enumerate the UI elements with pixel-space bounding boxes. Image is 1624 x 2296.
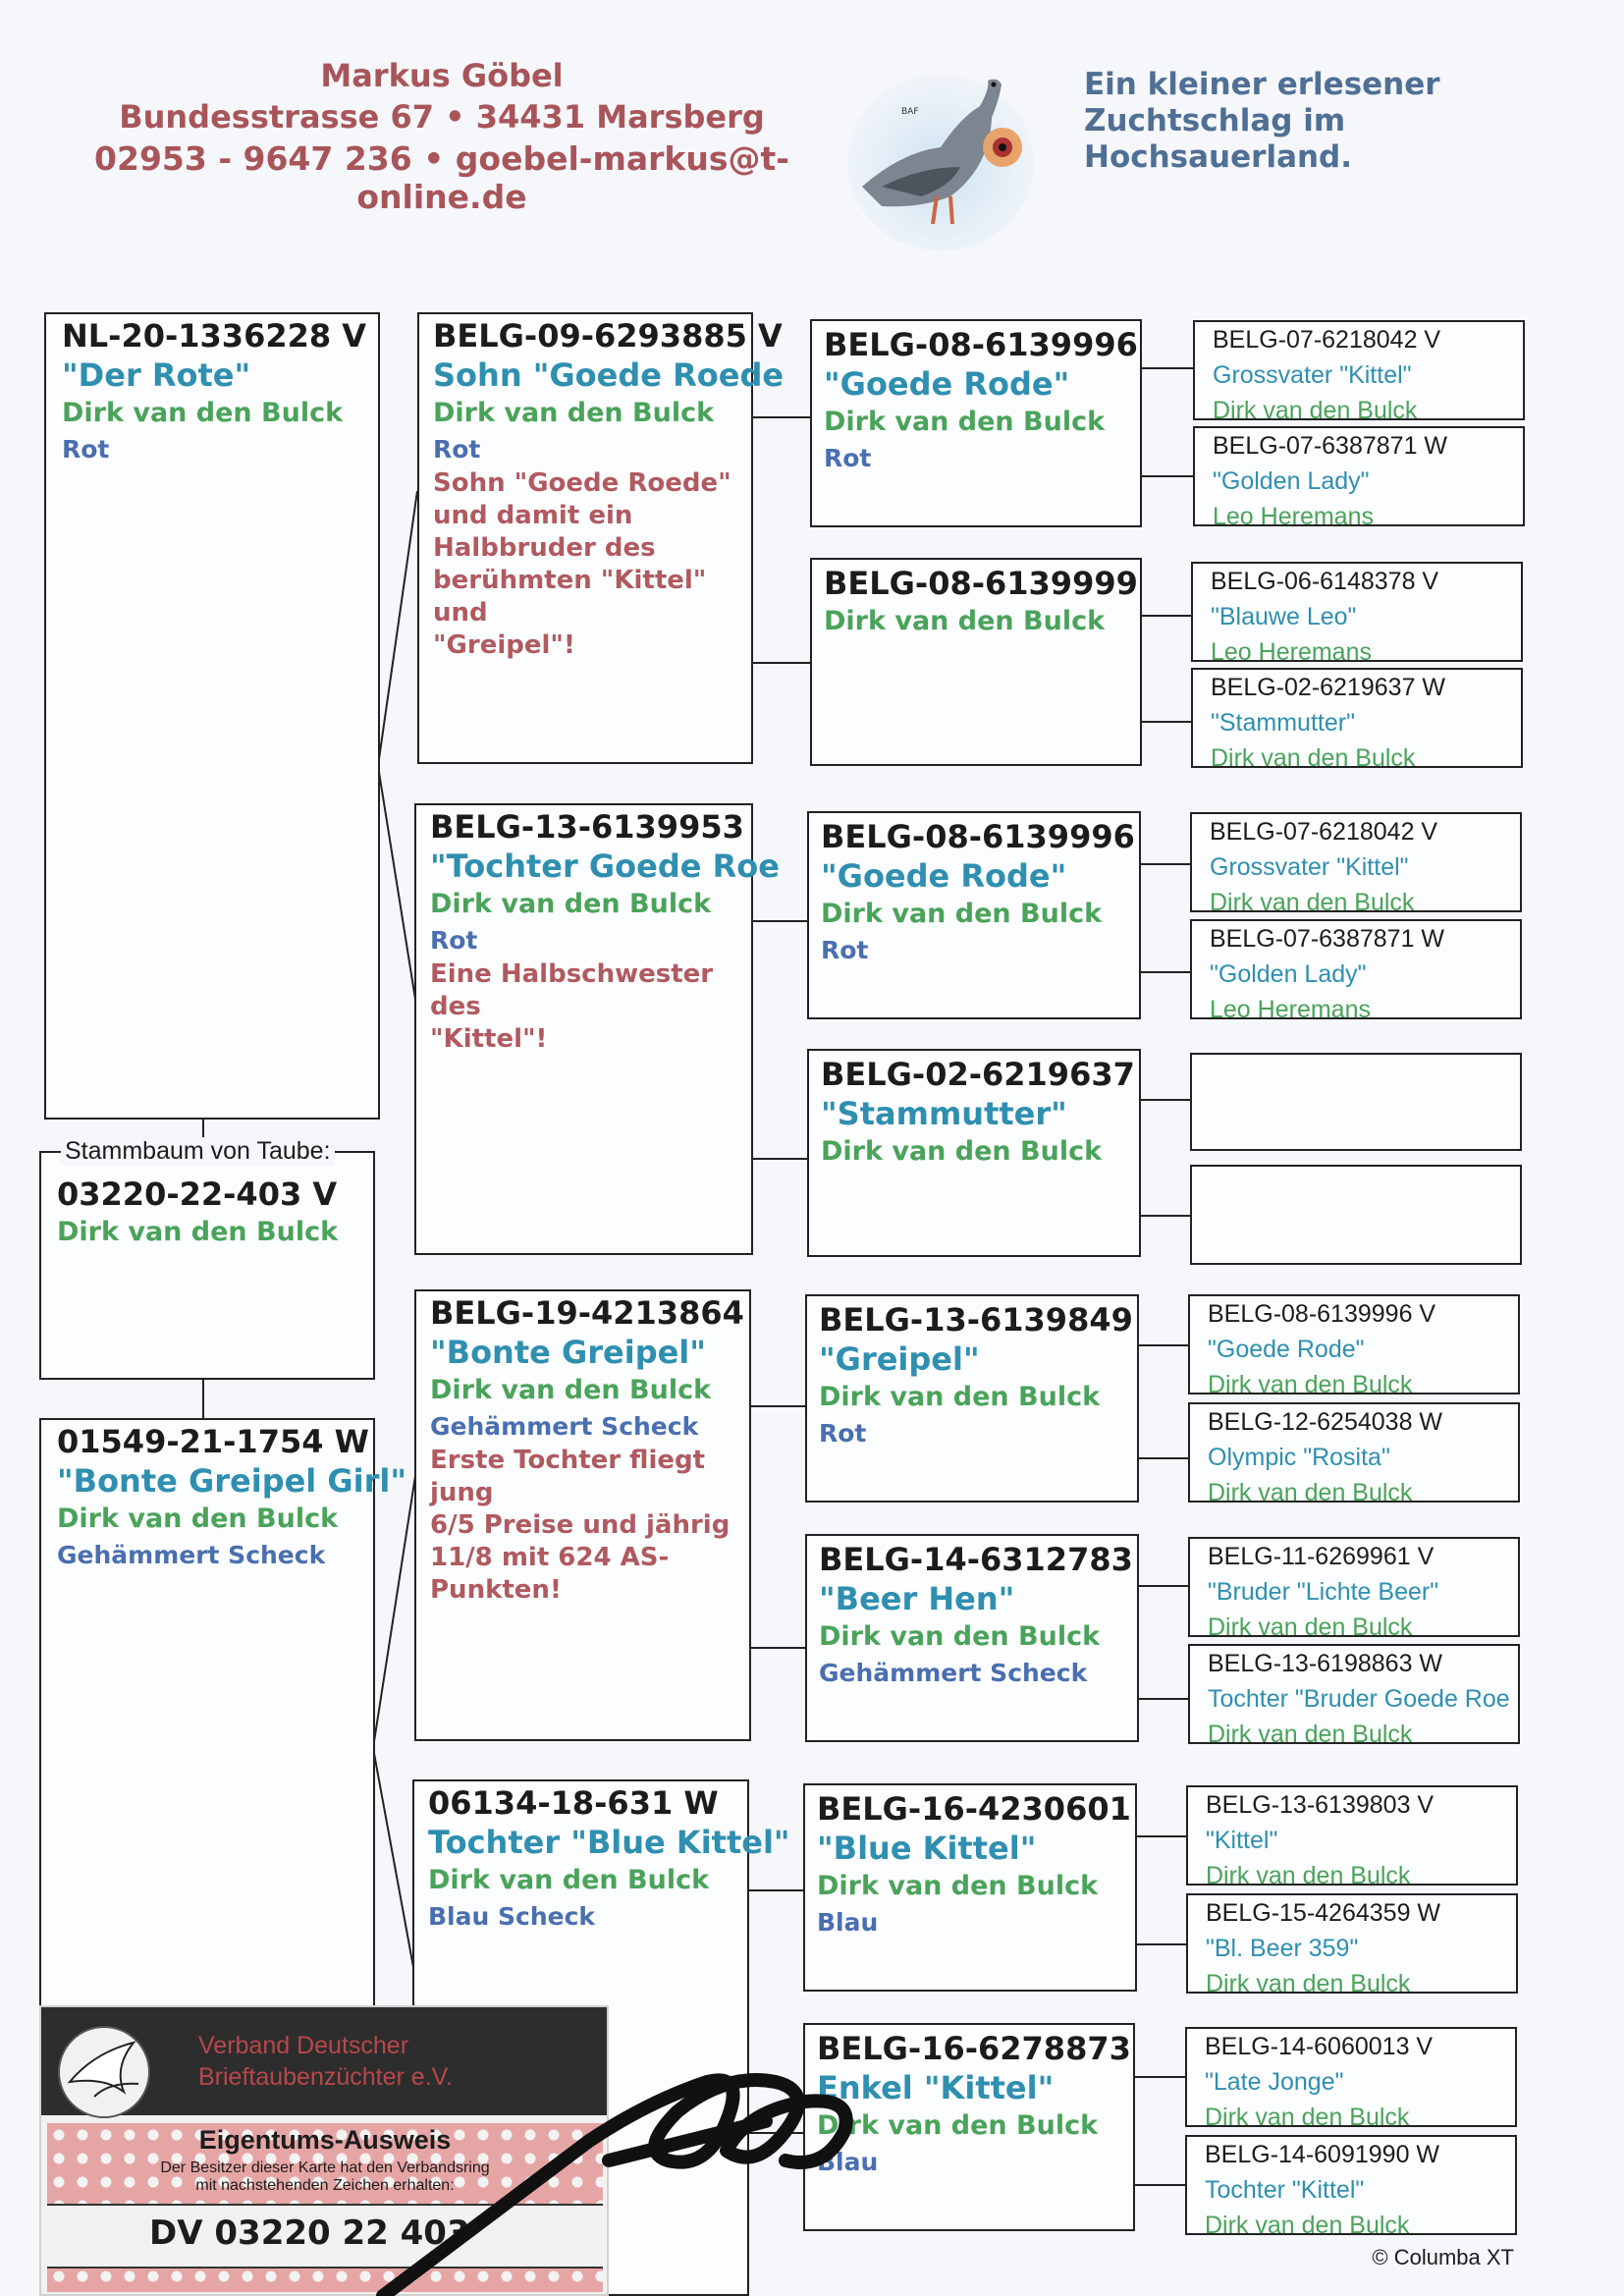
gen3-ring: BELG-16-6278873 — [817, 2030, 1131, 2067]
gen4-box-16 — [1185, 2135, 1517, 2239]
subject-box — [39, 1151, 375, 1380]
gen4-name: "Late Jonge" — [1205, 2068, 1344, 2096]
owner-contact: 02953 - 9647 236 • goebel-markus@t-online.de — [94, 139, 789, 216]
father-name: "Der Rote" — [62, 356, 251, 394]
gen2-color: Rot — [430, 926, 478, 955]
card-number: DV 03220 22 403 — [149, 2214, 470, 2253]
gen3-name: "Stammutter" — [821, 1095, 1067, 1132]
gen2-breeder: Dirk van den Bulck — [430, 889, 712, 919]
gen3-box-5 — [805, 1294, 1139, 1503]
gen3-ring: BELG-02-6219637 — [821, 1056, 1135, 1093]
gen3-name: Enkel "Kittel" — [817, 2069, 1055, 2106]
gen2-note-line: berühmten "Kittel" und — [433, 566, 707, 628]
gen2-color: Gehämmert Scheck — [430, 1412, 699, 1441]
gen4-breeder: Leo Heremans — [1211, 638, 1372, 666]
mother-ring: 01549-21-1754 W — [57, 1423, 369, 1460]
gen4-breeder: Dirk van den Bulck — [1211, 744, 1416, 772]
mother-color: Gehämmert Scheck — [57, 1541, 326, 1569]
gen4-box-12 — [1188, 1644, 1520, 1748]
gen4-name: "Goede Rode" — [1208, 1336, 1365, 1363]
gen3-box-4 — [807, 1049, 1141, 1257]
gen4-name: Grossvater "Kittel" — [1213, 361, 1412, 389]
gen2-note-line: Halbbruder des — [433, 533, 656, 563]
gen4-box-11 — [1188, 1537, 1520, 1641]
father-ring: NL-20-1336228 V — [62, 317, 367, 355]
gen3-box-7 — [803, 1783, 1137, 1992]
gen4-breeder: Dirk van den Bulck — [1208, 1613, 1413, 1641]
gen4-box-6 — [1190, 919, 1522, 1023]
gen4-ring: BELG-07-6387871 W — [1213, 432, 1448, 460]
gen3-breeder: Dirk van den Bulck — [817, 1871, 1099, 1901]
card-org-line-1: Verband Deutscher — [198, 2032, 409, 2059]
gen2-note-line: Punkten! — [430, 1575, 562, 1605]
gen3-box-1 — [810, 319, 1142, 527]
subject-breeder: Dirk van den Bulck — [57, 1217, 339, 1247]
gen2-breeder: Dirk van den Bulck — [430, 1375, 712, 1405]
gen3-color: Gehämmert Scheck — [819, 1659, 1088, 1687]
card-title: Eigentums-Ausweis — [198, 2125, 452, 2155]
gen4-ring: BELG-08-6139996 V — [1208, 1300, 1436, 1328]
gen4-ring: BELG-13-6198863 W — [1208, 1650, 1443, 1677]
gen3-name: "Goede Rode" — [824, 365, 1070, 403]
gen4-breeder: Dirk van den Bulck — [1208, 1479, 1413, 1506]
gen3-box-6 — [805, 1534, 1139, 1742]
gen4-breeder: Dirk van den Bulck — [1208, 1721, 1413, 1748]
father-breeder: Dirk van den Bulck — [62, 398, 344, 428]
gen4-breeder: Dirk van den Bulck — [1206, 1970, 1411, 1997]
gen4-box-3 — [1191, 562, 1523, 666]
gen4-box-5 — [1190, 812, 1522, 916]
subject-ring: 03220-22-403 V — [57, 1175, 338, 1213]
gen3-breeder: Dirk van den Bulck — [821, 1136, 1103, 1167]
gen4-ring: BELG-12-6254038 W — [1208, 1408, 1443, 1436]
dove-emblem-icon — [55, 2023, 153, 2121]
gen4-name: "Stammutter" — [1211, 709, 1355, 737]
gen3-breeder: Dirk van den Bulck — [819, 1382, 1101, 1412]
gen3-color: Blau — [817, 1908, 879, 1937]
gen4-breeder: Dirk van den Bulck — [1208, 1371, 1413, 1398]
gen3-name: "Blue Kittel" — [817, 1830, 1037, 1867]
gen4-box-7-empty — [1190, 1053, 1522, 1151]
gen4-breeder: Dirk van den Bulck — [1206, 1862, 1411, 1889]
gen4-breeder: Dirk van den Bulck — [1213, 397, 1418, 424]
gen4-ring: BELG-15-4264359 W — [1206, 1899, 1441, 1927]
gen4-breeder: Dirk van den Bulck — [1210, 889, 1415, 916]
gen2-color: Blau Scheck — [428, 1902, 596, 1931]
mother-breeder: Dirk van den Bulck — [57, 1503, 339, 1534]
gen2-ring: BELG-09-6293885 V — [433, 317, 783, 355]
gen4-name: Tochter "Kittel" — [1205, 2176, 1365, 2204]
footer-copyright: © Columba XT — [1372, 2245, 1514, 2269]
gen4-name: "Golden Lady" — [1213, 467, 1370, 495]
gen4-ring: BELG-13-6139803 V — [1206, 1791, 1435, 1819]
gen2-breeder: Dirk van den Bulck — [428, 1865, 710, 1895]
owner-address: Bundesstrasse 67 • 34431 Marsberg — [119, 98, 765, 136]
gen4-name: "Kittel" — [1206, 1827, 1278, 1854]
gen4-name: "Blauwe Leo" — [1211, 603, 1357, 630]
father-color: Rot — [62, 435, 110, 464]
gen2-ring: BELG-13-6139953 — [430, 808, 744, 846]
gen3-breeder: Dirk van den Bulck — [821, 899, 1103, 929]
gen3-breeder: Dirk van den Bulck — [824, 606, 1106, 636]
gen4-ring: BELG-11-6269961 V — [1208, 1543, 1435, 1570]
slogan-line-3: Hochsauerland. — [1084, 139, 1353, 175]
gen3-breeder: Dirk van den Bulck — [819, 1621, 1101, 1652]
gen2-color: Rot — [433, 435, 481, 464]
subject-legend: Stammbaum von Taube: — [61, 1137, 335, 1166]
gen2-name: Tochter "Blue Kittel" — [428, 1824, 790, 1861]
gen2-note-line: 6/5 Preise und jährig — [430, 1510, 731, 1540]
gen4-name: Grossvater "Kittel" — [1210, 853, 1409, 881]
gen4-breeder: Dirk van den Bulck — [1205, 2104, 1410, 2131]
gen3-breeder: Dirk van den Bulck — [817, 2110, 1099, 2141]
slogan-line-1: Ein kleiner erlesener — [1084, 67, 1440, 102]
gen4-breeder: Dirk van den Bulck — [1205, 2212, 1410, 2239]
gen2-ring: 06134-18-631 W — [428, 1784, 719, 1822]
gen3-color: Rot — [824, 444, 872, 472]
gen2-breeder: Dirk van den Bulck — [433, 398, 715, 428]
gen3-ring: BELG-08-6139999 — [824, 565, 1138, 602]
gen3-color: Blau — [817, 2148, 879, 2176]
gen4-box-15 — [1185, 2027, 1517, 2131]
gen4-name: "Golden Lady" — [1210, 960, 1367, 988]
gen2-note-line: "Kittel"! — [430, 1024, 548, 1054]
gen2-note-line: 11/8 mit 624 AS- — [430, 1543, 670, 1572]
gen4-ring: BELG-02-6219637 W — [1211, 674, 1446, 701]
slogan-line-2: Zuchtschlag im — [1084, 103, 1346, 138]
gen4-name: "Bruder "Lichte Beer" — [1208, 1578, 1439, 1606]
gen2-box-2 — [414, 803, 780, 1255]
gen2-name: "Bonte Greipel" — [430, 1334, 706, 1371]
gen3-box-2 — [810, 558, 1142, 766]
gen3-ring: BELG-13-6139849 — [819, 1301, 1133, 1339]
card-number-field — [47, 2204, 603, 2269]
gen3-name: "Goede Rode" — [821, 857, 1067, 895]
mother-name: "Bonte Greipel Girl" — [57, 1462, 407, 1500]
gen2-name: "Tochter Goede Roe — [430, 847, 780, 885]
gen2-note-line: Sohn "Goede Roede" — [433, 468, 731, 498]
logo-text: BAF — [901, 107, 919, 117]
gen3-ring: BELG-14-6312783 — [819, 1541, 1133, 1578]
gen4-box-14 — [1186, 1893, 1518, 1997]
card-org-line-2: Brieftaubenzüchter e.V. — [198, 2063, 453, 2091]
card-text-2: mit nachstehenden Zeichen erhalten: — [195, 2177, 455, 2194]
gen3-ring: BELG-08-6139996 — [821, 818, 1135, 855]
gen2-note-line: Erste Tochter fliegt jung — [430, 1446, 706, 1507]
gen4-box-2 — [1193, 426, 1525, 530]
gen4-ring: BELG-14-6091990 W — [1205, 2141, 1440, 2168]
gen3-name: "Beer Hen" — [819, 1580, 1015, 1617]
gen3-ring: BELG-16-4230601 — [817, 1790, 1131, 1828]
gen4-name: Olympic "Rosita" — [1208, 1444, 1390, 1471]
gen4-breeder: Leo Heremans — [1210, 996, 1371, 1023]
owner-name: Markus Göbel — [320, 57, 564, 94]
father-box — [44, 312, 380, 1120]
gen2-ring: BELG-19-4213864 — [430, 1294, 744, 1332]
gen4-box-13 — [1186, 1785, 1518, 1889]
gen3-name: "Greipel" — [819, 1340, 980, 1378]
gen3-breeder: Dirk van den Bulck — [824, 407, 1106, 437]
gen2-box-1 — [417, 312, 785, 764]
gen2-name: Sohn "Goede Roede — [433, 356, 785, 394]
gen2-note-line: und damit ein — [433, 501, 633, 530]
gen4-name: "Bl. Beer 359" — [1206, 1935, 1359, 1962]
gen3-box-8 — [803, 2023, 1135, 2231]
gen4-name: Tochter "Bruder Goede Roe — [1208, 1685, 1510, 1713]
gen3-box-3 — [807, 811, 1141, 1019]
gen4-box-10 — [1188, 1402, 1520, 1506]
gen4-ring: BELG-07-6218042 V — [1213, 326, 1441, 354]
gen4-ring: BELG-14-6060013 V — [1205, 2033, 1434, 2060]
gen3-color: Rot — [819, 1419, 867, 1448]
gen2-note-line: Eine Halbschwester des — [430, 959, 714, 1021]
gen4-ring: BELG-07-6387871 W — [1210, 925, 1445, 953]
gen4-ring: BELG-07-6218042 V — [1210, 818, 1438, 846]
card-text-1: Der Besitzer dieser Karte hat den Verbandsring — [160, 2159, 490, 2176]
gen4-box-4 — [1191, 668, 1523, 772]
ownership-card — [39, 2005, 609, 2296]
gen2-box-3 — [414, 1289, 751, 1741]
gen4-box-8-empty — [1190, 1165, 1522, 1265]
gen2-note-line: "Greipel"! — [433, 630, 575, 660]
gen4-ring: BELG-06-6148378 V — [1211, 568, 1439, 595]
gen3-color: Rot — [821, 936, 869, 964]
gen4-breeder: Leo Heremans — [1213, 503, 1374, 530]
gen4-box-9 — [1188, 1294, 1520, 1398]
gen4-box-1 — [1193, 320, 1525, 424]
gen3-ring: BELG-08-6139996 — [824, 326, 1138, 363]
